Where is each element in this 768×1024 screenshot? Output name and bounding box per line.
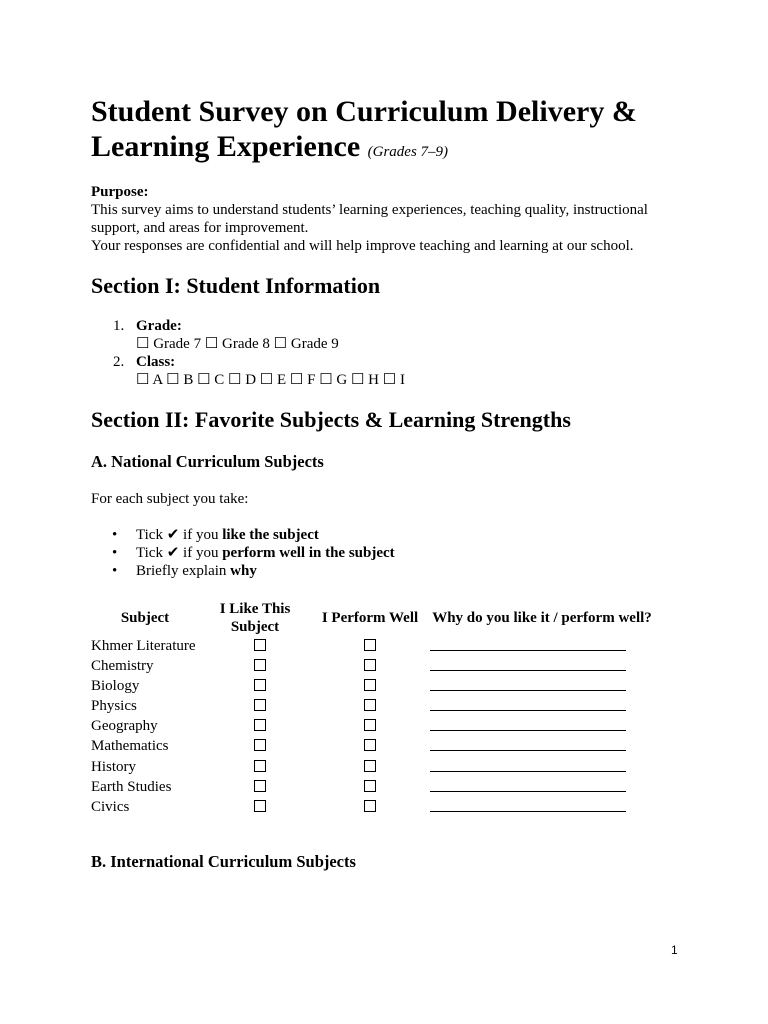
instructions-list [91, 526, 395, 580]
why-answer-line[interactable] [430, 790, 626, 792]
bullet-icon: • [112, 563, 118, 579]
table-row [91, 717, 691, 737]
instructions-intro: For each subject you take: [91, 491, 249, 507]
checkbox-icon [364, 719, 376, 731]
class-question-number: 2. [113, 354, 125, 370]
instruction-emphasis: like the subject [222, 527, 319, 543]
perform-checkbox[interactable] [357, 657, 383, 675]
table-header [91, 599, 691, 637]
col-header-subject: Subject [120, 610, 170, 626]
subject-name: Mathematics [91, 738, 169, 755]
why-answer-line[interactable] [430, 810, 626, 812]
why-answer-line[interactable] [430, 689, 626, 691]
instruction-item [91, 562, 395, 580]
like-checkbox[interactable] [247, 677, 273, 695]
subject-name: History [91, 758, 136, 775]
table-row [91, 778, 691, 798]
subsection-b-heading: B. International Curriculum Subjects [91, 852, 356, 871]
checkbox-icon [254, 699, 266, 711]
purpose-text-line2: Your responses are confidential and will help improve teaching and learning at our school. [91, 238, 634, 254]
like-checkbox[interactable] [247, 697, 273, 715]
checkbox-icon [364, 659, 376, 671]
survey-title-grades: (Grades 7–9) [367, 144, 449, 160]
checkbox-icon [364, 679, 376, 691]
subject-name: Earth Studies [91, 778, 172, 795]
checkbox-icon [254, 679, 266, 691]
table-row [91, 798, 691, 818]
survey-title [91, 94, 691, 170]
table-row [91, 737, 691, 757]
checkbox-icon [364, 780, 376, 792]
perform-checkbox[interactable] [357, 677, 383, 695]
checkbox-icon [254, 760, 266, 772]
table-row [91, 657, 691, 677]
checkbox-icon [254, 780, 266, 792]
why-answer-line[interactable] [430, 709, 626, 711]
why-answer-line[interactable] [430, 770, 626, 772]
instruction-text: Tick ✔ if you [136, 527, 223, 543]
like-checkbox[interactable] [247, 717, 273, 735]
subject-name: Geography [91, 718, 158, 735]
perform-checkbox[interactable] [357, 717, 383, 735]
perform-checkbox[interactable] [357, 737, 383, 755]
checkbox-icon [364, 800, 376, 812]
checkbox-icon [254, 719, 266, 731]
why-answer-line[interactable] [430, 729, 626, 731]
purpose-text-line1: This survey aims to understand students’ learning experiences, teaching quality, instructional support, and areas for improvement. [91, 202, 648, 236]
table-body [91, 637, 691, 818]
checkbox-icon [364, 699, 376, 711]
checkbox-icon [364, 760, 376, 772]
perform-checkbox[interactable] [357, 697, 383, 715]
grade-question-label: Grade: [136, 318, 182, 334]
survey-title-main: Student Survey on Curriculum Delivery & Learning Experience [91, 95, 637, 163]
checkbox-icon [254, 639, 266, 651]
table-row [91, 677, 691, 697]
purpose-label: Purpose: [91, 184, 149, 200]
like-checkbox[interactable] [247, 798, 273, 816]
subject-name: Physics [91, 698, 137, 715]
grade-question-number: 1. [113, 318, 125, 334]
like-checkbox[interactable] [247, 637, 273, 655]
perform-checkbox[interactable] [357, 637, 383, 655]
checkbox-icon [254, 659, 266, 671]
instruction-item [91, 544, 395, 562]
student-info-list [91, 317, 691, 389]
checkbox-icon [364, 639, 376, 651]
col-header-like: I Like This Subject [219, 601, 291, 635]
why-answer-line[interactable] [430, 649, 626, 651]
subject-name: Khmer Literature [91, 638, 196, 654]
subject-name: Biology [91, 678, 140, 695]
perform-checkbox[interactable] [357, 758, 383, 776]
class-question [91, 353, 691, 389]
instruction-text: Tick ✔ if you [136, 545, 223, 561]
grade-question [91, 317, 691, 353]
subjects-table [91, 599, 691, 818]
checkbox-icon [254, 800, 266, 812]
col-header-why: Why do you like it / perform well? [432, 610, 652, 626]
table-row [91, 637, 691, 657]
why-answer-line[interactable] [430, 749, 626, 751]
subject-name: Civics [91, 798, 130, 815]
like-checkbox[interactable] [247, 758, 273, 776]
perform-checkbox[interactable] [357, 778, 383, 796]
instruction-text: Briefly explain [136, 563, 231, 579]
instruction-emphasis: perform well in the subject [222, 545, 395, 561]
section1-heading: Section I: Student Information [91, 273, 381, 298]
purpose-block [91, 183, 691, 255]
subject-name: Chemistry [91, 658, 154, 675]
class-question-label: Class: [136, 354, 176, 370]
perform-checkbox[interactable] [357, 798, 383, 816]
why-answer-line[interactable] [430, 669, 626, 671]
section2-heading: Section II: Favorite Subjects & Learning Strengths [91, 407, 571, 432]
table-row [91, 697, 691, 717]
page-number: 1 [671, 943, 678, 957]
like-checkbox[interactable] [247, 778, 273, 796]
class-options[interactable]: ☐ A ☐ B ☐ C ☐ D ☐ E ☐ F ☐ G ☐ H ☐ I [136, 372, 405, 388]
col-header-perform: I Perform Well [321, 610, 419, 626]
bullet-icon: • [112, 545, 118, 561]
instruction-item [91, 526, 395, 544]
like-checkbox[interactable] [247, 657, 273, 675]
subsection-a-heading: A. National Curriculum Subjects [91, 452, 324, 471]
instruction-emphasis: why [230, 563, 257, 579]
checkbox-icon [364, 739, 376, 751]
checkbox-icon [254, 739, 266, 751]
bullet-icon: • [112, 527, 118, 543]
grade-options[interactable]: ☐ Grade 7 ☐ Grade 8 ☐ Grade 9 [136, 336, 339, 352]
like-checkbox[interactable] [247, 737, 273, 755]
table-row [91, 758, 691, 778]
